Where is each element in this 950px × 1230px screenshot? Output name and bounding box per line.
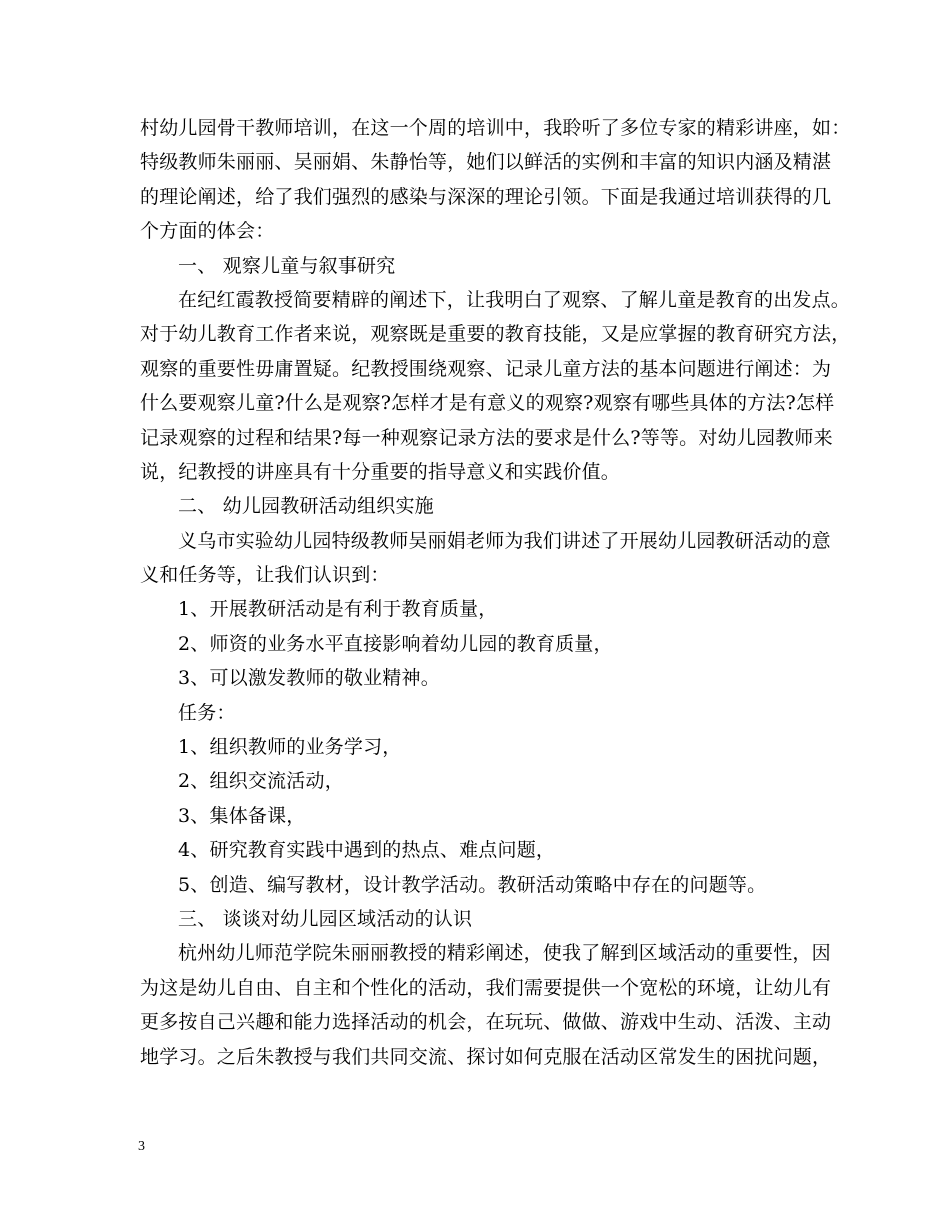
text-line: 记录观察的过程和结果?每一种观察记录方法的要求是什么?等等。对幼儿园教师来	[140, 426, 833, 449]
text-line: 义和任务等，让我们认识到：	[140, 564, 390, 587]
section-heading: 三、 谈谈对幼儿园区域活动的认识	[178, 907, 473, 930]
text-line: 村幼儿园骨干教师培训，在这一个周的培训中，我聆听了多位专家的精彩讲座，如：	[140, 117, 851, 139]
section-heading: 二、 幼儿园教研活动组织实施	[178, 495, 434, 518]
text-line: 个方面的体会：	[140, 220, 275, 243]
list-item: 2、组织交流活动，	[178, 770, 344, 793]
text-line: 杭州幼儿师范学院朱丽丽教授的精彩阐述，使我了解到区域活动的重要性，因	[178, 942, 831, 965]
text-line: 观察的重要性毋庸置疑。纪教授围绕观察、记录儿童方法的基本问题进行阐述：为	[140, 357, 832, 380]
text-line: 为这是幼儿自由、自主和个性化的活动，我们需要提供一个宽松的环境，让幼儿有	[140, 976, 832, 999]
text-line: 的理论阐述，给了我们强烈的感染与深深的理论引领。下面是我通过培训获得的几	[140, 185, 832, 208]
section-heading: 一、 观察儿童与叙事研究	[178, 254, 396, 277]
body-text	[140, 111, 851, 1074]
text-line: 义乌市实验幼儿园特级教师吴丽娟老师为我们讲述了开展幼儿园教研活动的意	[178, 529, 831, 552]
text-line: 说，纪教授的讲座具有十分重要的指导意义和实践价值。	[140, 460, 621, 483]
text-line: 什么要观察儿童?什么是观察?怎样才是有意义的观察?观察有哪些具体的方法?怎样	[140, 392, 835, 415]
list-item: 5、创造、编写教材，设计教学活动。教研活动策略中存在的问题等。	[178, 873, 767, 896]
page-number: 3	[138, 1139, 145, 1154]
text-line: 在纪红霞教授简要精辟的阐述下，让我明白了观察、了解儿童是教育的出发点。	[178, 288, 851, 311]
text-line: 更多按自己兴趣和能力选择活动的机会，在玩玩、做做、游戏中生动、活泼、主动	[140, 1011, 832, 1034]
list-item: 3、可以激发教师的敬业精神。	[178, 667, 440, 690]
text-line: 特级教师朱丽丽、吴丽娟、朱静怡等，她们以鲜活的实例和丰富的知识内涵及精湛	[140, 151, 832, 174]
list-item: 3、集体备课，	[178, 804, 306, 827]
text-line: 任务：	[178, 701, 236, 724]
text-line: 地学习。之后朱教授与我们共同交流、探讨如何克服在活动区常发生的困扰问题，	[140, 1045, 832, 1068]
list-item: 1、组织教师的业务学习，	[178, 736, 402, 759]
list-item: 2、师资的业务水平直接影响着幼儿园的教育质量，	[178, 632, 613, 655]
list-item: 1、开展教研活动是有利于教育质量，	[178, 598, 498, 621]
list-item: 4、研究教育实践中遇到的热点、难点问题，	[178, 839, 556, 862]
text-line: 对于幼儿教育工作者来说，观察既是重要的教育技能，又是应掌握的教育研究方法，	[140, 323, 851, 346]
